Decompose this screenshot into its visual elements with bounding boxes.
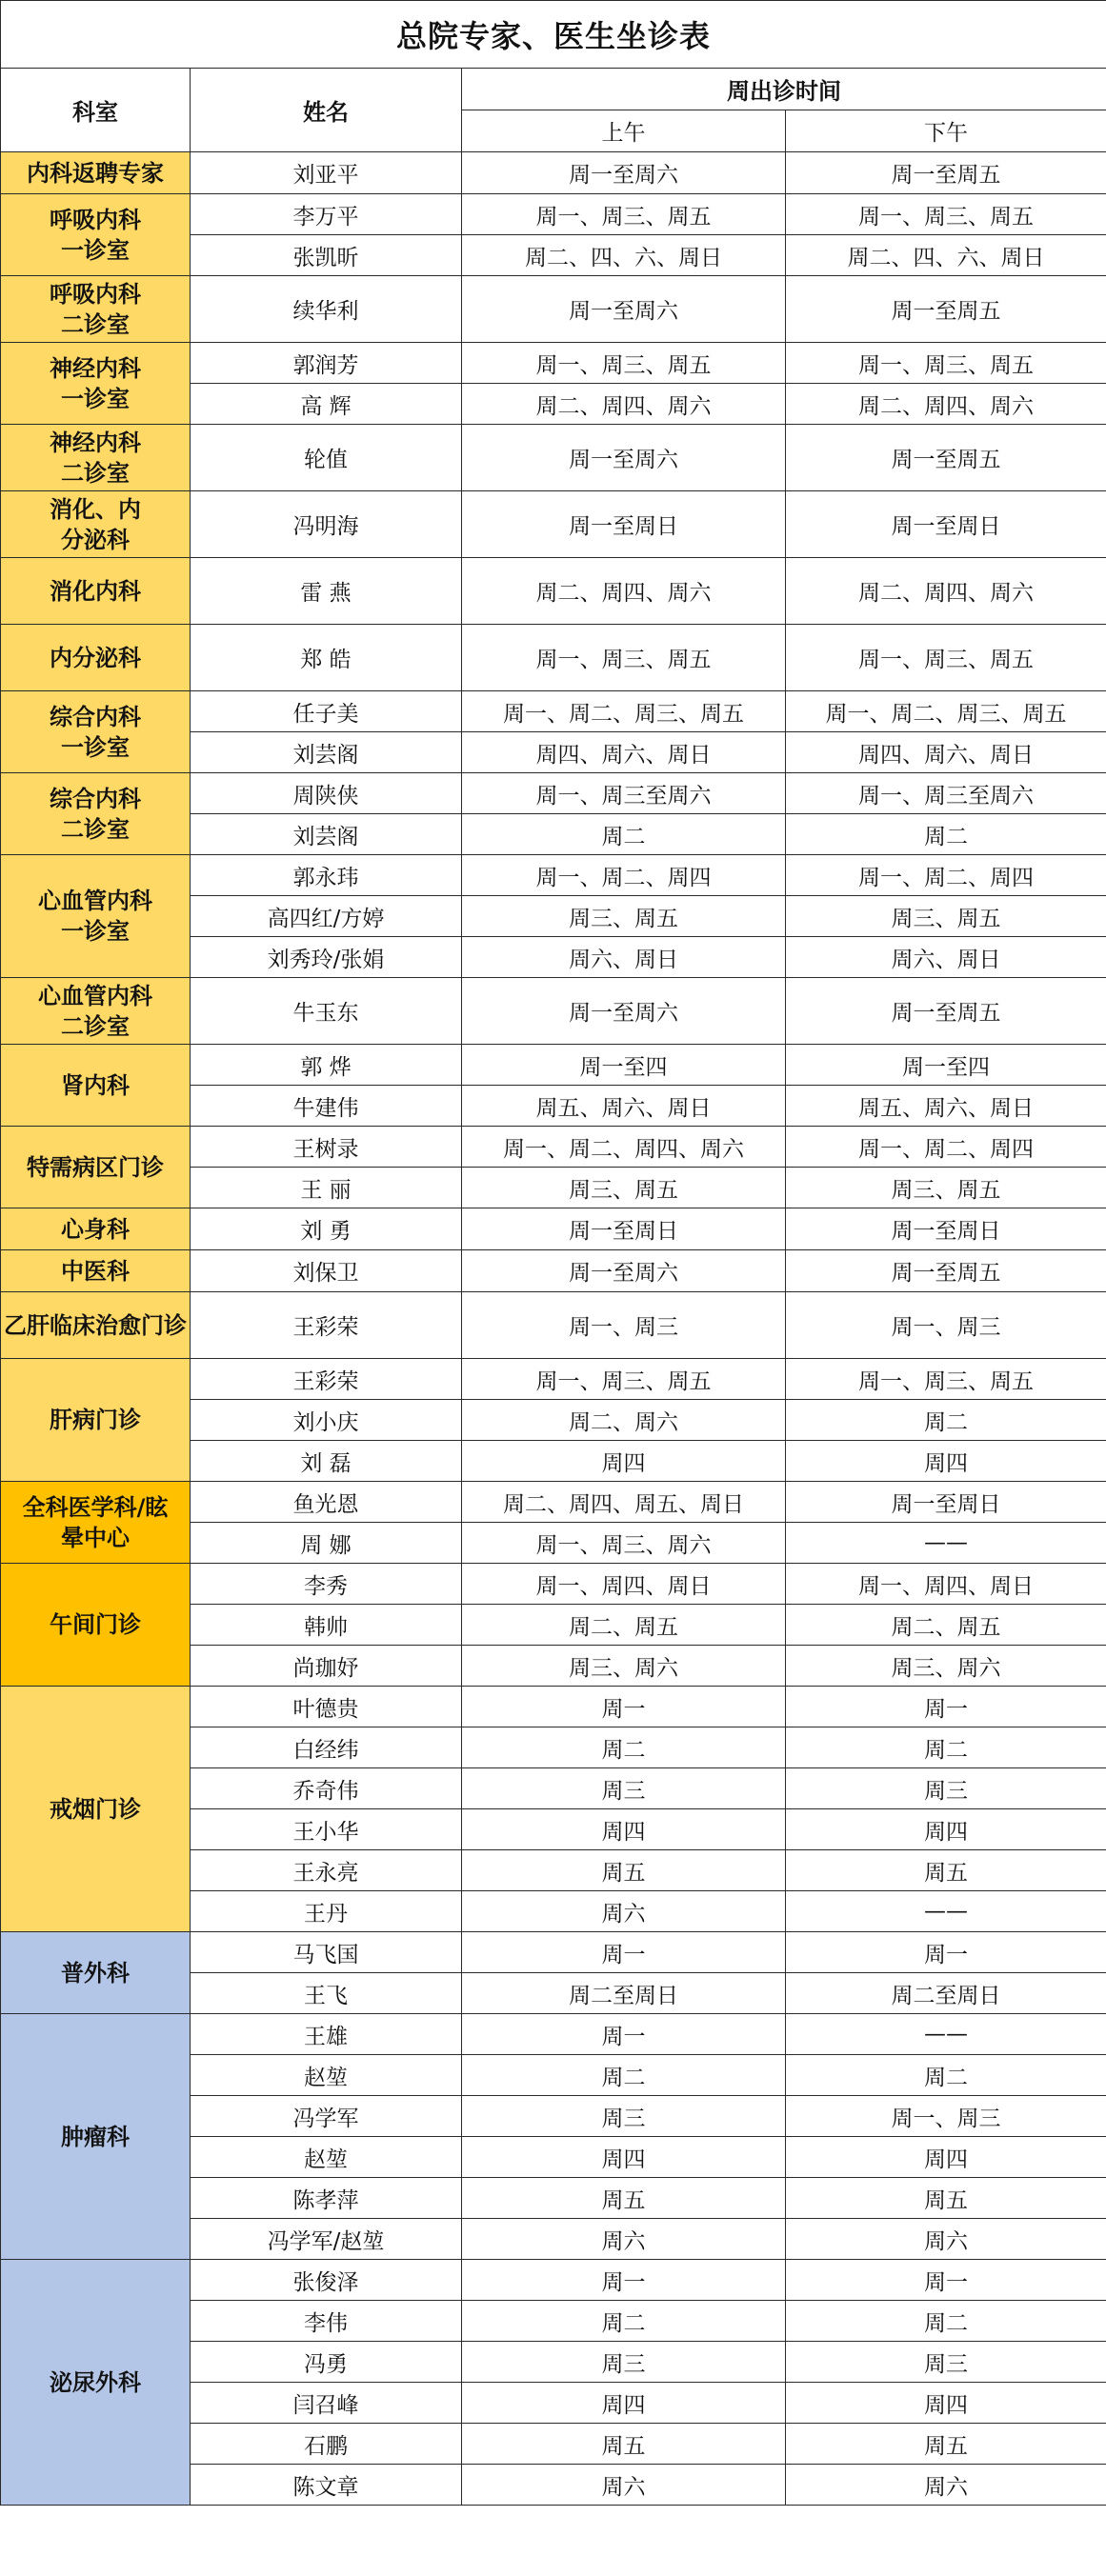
pm-schedule-cell: 周二、周四、周六 [786, 558, 1106, 625]
am-schedule-cell: 周四 [462, 2137, 786, 2178]
pm-schedule-cell: 周一、周二、周四 [786, 855, 1106, 896]
pm-schedule-cell: 周三、周六 [786, 1646, 1106, 1687]
pm-schedule-cell: 周三、周五 [786, 1168, 1106, 1208]
table-row [1, 978, 1106, 1045]
pm-schedule-cell: 周一至四 [786, 1045, 1106, 1086]
dept-cell: 综合内科 一诊室 [1, 691, 191, 773]
table-row [1, 2014, 1106, 2055]
pm-schedule-cell: 周四 [786, 2383, 1106, 2424]
doctor-name-cell: 李秀 [191, 1564, 462, 1605]
pm-schedule-cell: —— [786, 1891, 1106, 1932]
dept-cell: 心血管内科 一诊室 [1, 855, 191, 978]
table-row [1, 1687, 1106, 1727]
pm-schedule-cell: 周二、周四、周六 [786, 384, 1106, 425]
dept-cell: 肾内科 [1, 1045, 191, 1127]
dept-cell: 肿瘤科 [1, 2014, 191, 2260]
am-schedule-cell: 周五 [462, 1850, 786, 1891]
doctor-name-cell: 刘小庆 [191, 1400, 462, 1441]
am-schedule-cell: 周二 [462, 814, 786, 855]
pm-schedule-cell: 周一至周日 [786, 1208, 1106, 1250]
am-schedule-cell: 周六 [462, 2465, 786, 2506]
table-row [1, 1482, 1106, 1523]
pm-schedule-cell: 周一 [786, 1687, 1106, 1727]
doctor-name-cell: 刘秀玲/张娟 [191, 937, 462, 978]
dept-cell: 普外科 [1, 1932, 191, 2014]
pm-schedule-cell: 周一、周三 [786, 1292, 1106, 1359]
table-row [1, 2260, 1106, 2301]
am-schedule-cell: 周一至四 [462, 1045, 786, 1086]
doctor-name-cell: 王小华 [191, 1809, 462, 1850]
table-row [1, 1292, 1106, 1359]
dept-cell: 肝病门诊 [1, 1359, 191, 1482]
am-schedule-cell: 周五 [462, 2178, 786, 2219]
doctor-name-cell: 周 娜 [191, 1523, 462, 1564]
dept-cell: 全科医学科/眩 晕中心 [1, 1482, 191, 1564]
doctor-name-cell: 冯学军/赵堃 [191, 2219, 462, 2260]
am-schedule-cell: 周一 [462, 2014, 786, 2055]
am-schedule-cell: 周一、周三至周六 [462, 773, 786, 814]
pm-schedule-cell: 周四、周六、周日 [786, 732, 1106, 773]
table-row [1, 1127, 1106, 1168]
am-schedule-cell: 周一至周日 [462, 491, 786, 558]
am-schedule-cell: 周二、周五 [462, 1605, 786, 1646]
am-schedule-cell: 周二 [462, 2301, 786, 2342]
am-schedule-cell: 周二、周四、周五、周日 [462, 1482, 786, 1523]
am-schedule-cell: 周五 [462, 2424, 786, 2465]
dept-cell: 戒烟门诊 [1, 1687, 191, 1932]
dept-cell: 心血管内科 二诊室 [1, 978, 191, 1045]
doctor-name-cell: 刘亚平 [191, 152, 462, 194]
doctor-name-cell: 陈文章 [191, 2465, 462, 2506]
doctor-name-cell: 白经纬 [191, 1727, 462, 1768]
dept-cell: 神经内科 一诊室 [1, 343, 191, 425]
am-schedule-cell: 周三 [462, 1768, 786, 1809]
doctor-name-cell: 刘芸阁 [191, 732, 462, 773]
am-schedule-cell: 周三、周六 [462, 1646, 786, 1687]
am-schedule-cell: 周六、周日 [462, 937, 786, 978]
table-title: 总院专家、医生坐诊表 [1, 1, 1106, 69]
pm-schedule-cell: 周一至周五 [786, 978, 1106, 1045]
doctor-name-cell: 王彩荣 [191, 1359, 462, 1400]
doctor-name-cell: 郭 烨 [191, 1045, 462, 1086]
doctor-name-cell: 尚珈妤 [191, 1646, 462, 1687]
table-row [1, 1208, 1106, 1250]
doctor-name-cell: 张凯昕 [191, 235, 462, 276]
doctor-name-cell: 刘芸阁 [191, 814, 462, 855]
dept-cell: 特需病区门诊 [1, 1127, 191, 1208]
table-row [1, 152, 1106, 194]
doctor-name-cell: 高四红/方婷 [191, 896, 462, 937]
doctor-name-cell: 刘保卫 [191, 1250, 462, 1292]
dept-cell: 内分泌科 [1, 625, 191, 691]
table-row [1, 1932, 1106, 1973]
am-schedule-cell: 周四 [462, 1441, 786, 1482]
am-schedule-cell: 周一、周二、周四 [462, 855, 786, 896]
doctor-name-cell: 冯明海 [191, 491, 462, 558]
am-schedule-cell: 周二、周四、周六 [462, 384, 786, 425]
pm-schedule-cell: 周二 [786, 1400, 1106, 1441]
dept-cell: 午间门诊 [1, 1564, 191, 1687]
doctor-name-cell: 王 丽 [191, 1168, 462, 1208]
am-schedule-cell: 周三、周五 [462, 1168, 786, 1208]
doctor-name-cell: 郭永玮 [191, 855, 462, 896]
table-row [1, 194, 1106, 235]
table-row [1, 558, 1106, 625]
am-schedule-cell: 周一、周四、周日 [462, 1564, 786, 1605]
pm-schedule-cell: 周四 [786, 1809, 1106, 1850]
pm-schedule-cell: 周一、周三、周五 [786, 1359, 1106, 1400]
pm-schedule-cell: 周一、周二、周三、周五 [786, 691, 1106, 732]
pm-schedule-cell: 周二 [786, 2301, 1106, 2342]
am-schedule-cell: 周一至周六 [462, 1250, 786, 1292]
am-schedule-cell: 周一、周三 [462, 1292, 786, 1359]
am-schedule-cell: 周一至周六 [462, 425, 786, 491]
pm-schedule-cell: 周四 [786, 1441, 1106, 1482]
doctor-name-cell: 牛建伟 [191, 1086, 462, 1127]
am-schedule-cell: 周二、周六 [462, 1400, 786, 1441]
pm-schedule-cell: 周三 [786, 1768, 1106, 1809]
doctor-name-cell: 刘 勇 [191, 1208, 462, 1250]
am-schedule-cell: 周二 [462, 2055, 786, 2096]
table-row [1, 343, 1106, 384]
dept-cell: 消化、内 分泌科 [1, 491, 191, 558]
am-schedule-cell: 周一至周六 [462, 978, 786, 1045]
pm-schedule-cell: 周一至周五 [786, 152, 1106, 194]
table-row [1, 625, 1106, 691]
dept-cell: 神经内科 二诊室 [1, 425, 191, 491]
doctor-name-cell: 冯勇 [191, 2342, 462, 2383]
dept-cell: 乙肝临床治愈门诊 [1, 1292, 191, 1359]
pm-schedule-cell: 周五 [786, 1850, 1106, 1891]
table-row [1, 1250, 1106, 1292]
am-schedule-cell: 周五、周六、周日 [462, 1086, 786, 1127]
am-schedule-cell: 周一、周三、周六 [462, 1523, 786, 1564]
am-schedule-cell: 周二 [462, 1727, 786, 1768]
schedule-body [1, 152, 1106, 2506]
table-row [1, 1564, 1106, 1605]
doctor-name-cell: 雷 燕 [191, 558, 462, 625]
pm-schedule-cell: 周一、周三、周五 [786, 625, 1106, 691]
doctor-name-cell: 王雄 [191, 2014, 462, 2055]
pm-schedule-cell: 周四 [786, 2137, 1106, 2178]
pm-schedule-cell: 周一 [786, 1932, 1106, 1973]
am-schedule-cell: 周三 [462, 2342, 786, 2383]
header-dept: 科室 [1, 69, 191, 152]
table-row [1, 1045, 1106, 1086]
pm-schedule-cell: 周三 [786, 2342, 1106, 2383]
pm-schedule-cell: —— [786, 2014, 1106, 2055]
pm-schedule-cell: 周二、四、六、周日 [786, 235, 1106, 276]
doctor-name-cell: 王飞 [191, 1973, 462, 2014]
am-schedule-cell: 周三 [462, 2096, 786, 2137]
am-schedule-cell: 周一至周六 [462, 152, 786, 194]
doctor-name-cell: 韩帅 [191, 1605, 462, 1646]
doctor-name-cell: 陈孝萍 [191, 2178, 462, 2219]
pm-schedule-cell: 周二、周五 [786, 1605, 1106, 1646]
doctor-name-cell: 赵堃 [191, 2137, 462, 2178]
header-am: 上午 [462, 110, 786, 152]
am-schedule-cell: 周四 [462, 1809, 786, 1850]
pm-schedule-cell: 周六 [786, 2219, 1106, 2260]
pm-schedule-cell: 周一至周五 [786, 1250, 1106, 1292]
doctor-name-cell: 冯学军 [191, 2096, 462, 2137]
pm-schedule-cell: —— [786, 1523, 1106, 1564]
pm-schedule-cell: 周二至周日 [786, 1973, 1106, 2014]
doctor-name-cell: 郑 皓 [191, 625, 462, 691]
am-schedule-cell: 周六 [462, 1891, 786, 1932]
doctor-name-cell: 马飞国 [191, 1932, 462, 1973]
doctor-name-cell: 高 辉 [191, 384, 462, 425]
dept-cell: 呼吸内科 一诊室 [1, 194, 191, 276]
am-schedule-cell: 周四、周六、周日 [462, 732, 786, 773]
am-schedule-cell: 周一、周三、周五 [462, 343, 786, 384]
am-schedule-cell: 周一 [462, 1687, 786, 1727]
dept-cell: 消化内科 [1, 558, 191, 625]
am-schedule-cell: 周一 [462, 1932, 786, 1973]
am-schedule-cell: 周二、周四、周六 [462, 558, 786, 625]
header-pm: 下午 [786, 110, 1106, 152]
pm-schedule-cell: 周六、周日 [786, 937, 1106, 978]
doctor-name-cell: 赵堃 [191, 2055, 462, 2096]
dept-cell: 内科返聘专家 [1, 152, 191, 194]
doctor-name-cell: 郭润芳 [191, 343, 462, 384]
doctor-name-cell: 石鹏 [191, 2424, 462, 2465]
table-row [1, 691, 1106, 732]
am-schedule-cell: 周二、四、六、周日 [462, 235, 786, 276]
pm-schedule-cell: 周一至周五 [786, 425, 1106, 491]
dept-cell: 综合内科 二诊室 [1, 773, 191, 855]
am-schedule-cell: 周一至周六 [462, 276, 786, 343]
doctor-name-cell: 李万平 [191, 194, 462, 235]
dept-cell: 心身科 [1, 1208, 191, 1250]
doctor-name-cell: 鱼光恩 [191, 1482, 462, 1523]
doctor-name-cell: 周陕侠 [191, 773, 462, 814]
doctor-name-cell: 王永亮 [191, 1850, 462, 1891]
pm-schedule-cell: 周一、周四、周日 [786, 1564, 1106, 1605]
pm-schedule-cell: 周一至周五 [786, 276, 1106, 343]
am-schedule-cell: 周一、周二、周四、周六 [462, 1127, 786, 1168]
header-week: 周出诊时间 [462, 69, 1106, 110]
am-schedule-cell: 周一、周三、周五 [462, 194, 786, 235]
doctor-name-cell: 王树录 [191, 1127, 462, 1168]
doctor-name-cell: 牛玉东 [191, 978, 462, 1045]
pm-schedule-cell: 周一、周三、周五 [786, 343, 1106, 384]
pm-schedule-cell: 周二 [786, 1727, 1106, 1768]
table-row [1, 855, 1106, 896]
pm-schedule-cell: 周五、周六、周日 [786, 1086, 1106, 1127]
am-schedule-cell: 周四 [462, 2383, 786, 2424]
pm-schedule-cell: 周五 [786, 2424, 1106, 2465]
table-row [1, 425, 1106, 491]
doctor-name-cell: 续华利 [191, 276, 462, 343]
pm-schedule-cell: 周五 [786, 2178, 1106, 2219]
doctor-name-cell: 张俊泽 [191, 2260, 462, 2301]
am-schedule-cell: 周二至周日 [462, 1973, 786, 2014]
pm-schedule-cell: 周一、周二、周四 [786, 1127, 1106, 1168]
doctor-name-cell: 乔奇伟 [191, 1768, 462, 1809]
am-schedule-cell: 周一、周三、周五 [462, 625, 786, 691]
table-row [1, 773, 1106, 814]
doctor-name-cell: 王彩荣 [191, 1292, 462, 1359]
pm-schedule-cell: 周一、周三、周五 [786, 194, 1106, 235]
doctor-name-cell: 叶德贵 [191, 1687, 462, 1727]
pm-schedule-cell: 周一至周日 [786, 491, 1106, 558]
pm-schedule-cell: 周二 [786, 814, 1106, 855]
dept-cell: 呼吸内科 二诊室 [1, 276, 191, 343]
pm-schedule-cell: 周六 [786, 2465, 1106, 2506]
pm-schedule-cell: 周二 [786, 2055, 1106, 2096]
doctor-name-cell: 轮值 [191, 425, 462, 491]
pm-schedule-cell: 周一至周日 [786, 1482, 1106, 1523]
doctor-name-cell: 王丹 [191, 1891, 462, 1932]
doctor-name-cell: 李伟 [191, 2301, 462, 2342]
am-schedule-cell: 周一至周日 [462, 1208, 786, 1250]
doctor-name-cell: 刘 磊 [191, 1441, 462, 1482]
dept-cell: 泌尿外科 [1, 2260, 191, 2506]
am-schedule-cell: 周一、周二、周三、周五 [462, 691, 786, 732]
am-schedule-cell: 周六 [462, 2219, 786, 2260]
dept-cell: 中医科 [1, 1250, 191, 1292]
table-row [1, 491, 1106, 558]
pm-schedule-cell: 周一、周三至周六 [786, 773, 1106, 814]
am-schedule-cell: 周三、周五 [462, 896, 786, 937]
am-schedule-cell: 周一 [462, 2260, 786, 2301]
doctor-name-cell: 闫召峰 [191, 2383, 462, 2424]
am-schedule-cell: 周一、周三、周五 [462, 1359, 786, 1400]
table-row [1, 276, 1106, 343]
pm-schedule-cell: 周一、周三 [786, 2096, 1106, 2137]
pm-schedule-cell: 周一 [786, 2260, 1106, 2301]
table-row [1, 1359, 1106, 1400]
doctor-name-cell: 任子美 [191, 691, 462, 732]
pm-schedule-cell: 周三、周五 [786, 896, 1106, 937]
header-name: 姓名 [191, 69, 462, 152]
